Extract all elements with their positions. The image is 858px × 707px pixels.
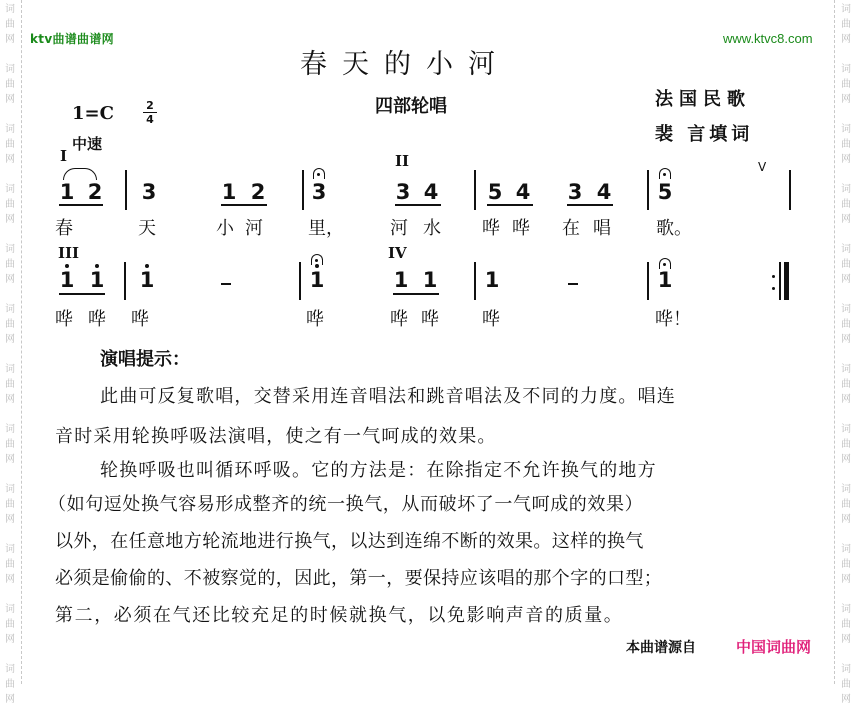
watermark-text: 词 曲 网	[5, 484, 15, 525]
watermark-text: 词 曲 网	[841, 184, 851, 225]
dash-extension	[221, 283, 231, 285]
fermata-icon	[309, 254, 325, 264]
note: 1	[59, 180, 75, 204]
watermark-text: 词 曲 网	[841, 124, 851, 165]
lyric: 哗！	[655, 309, 691, 330]
lyric: 哗	[421, 309, 439, 330]
final-barline-thick	[784, 262, 789, 300]
key-signature: 1=C	[72, 103, 114, 124]
breath-mark: V	[758, 160, 767, 174]
lyric: 哗	[482, 218, 500, 239]
lyric: 河	[390, 218, 408, 239]
barline	[474, 170, 476, 210]
note: 1	[393, 268, 409, 292]
lyric: 歌。	[656, 218, 692, 239]
tips-line: 必须是偷偷的、不被察觉的，因此，第一，要保持应该唱的那个字的口型；	[55, 568, 663, 589]
tips-line: 此曲可反复歌唱，交替采用连音唱法和跳音唱法及不同的力度。唱连	[100, 386, 676, 407]
note: 1	[657, 268, 673, 292]
note: 1	[422, 268, 438, 292]
beam	[59, 293, 105, 295]
note: 4	[596, 180, 612, 204]
watermark-text: 词 曲 网	[841, 4, 851, 45]
source-label: 本曲谱源自	[626, 640, 696, 656]
high-octave-dot	[315, 264, 319, 268]
left-watermark-strip	[2, 0, 18, 705]
lyric: 哗	[482, 309, 500, 330]
repeat-dot	[772, 275, 775, 278]
note: 1	[89, 268, 105, 292]
note: 5	[487, 180, 503, 204]
song-lyricist: 裴 言填词	[655, 124, 754, 145]
lyric: 春	[55, 218, 73, 239]
note: 3	[567, 180, 583, 204]
note: 1	[309, 268, 325, 292]
barline	[789, 170, 791, 210]
fermata-icon	[657, 258, 673, 268]
note: 1	[221, 180, 237, 204]
watermark-text: 词 曲 网	[5, 604, 15, 645]
tips-line: 以外，在任意地方轮流地进行换气，以达到连绵不断的效果。这样的换气	[55, 531, 644, 552]
barline	[125, 170, 127, 210]
watermark-text: 词 曲 网	[5, 544, 15, 585]
barline	[474, 262, 476, 300]
watermark-text: 词 曲 网	[5, 244, 15, 285]
tips-heading: 演唱提示：	[100, 349, 190, 370]
lyric: 哗	[512, 218, 530, 239]
meter-bottom: 4	[146, 113, 154, 126]
tips-line: 轮换呼吸也叫循环呼吸。它的方法是：在除指定不允许换气的地方	[100, 460, 657, 481]
lyric: 哗	[88, 309, 106, 330]
watermark-text: 词 曲 网	[841, 364, 851, 405]
song-origin: 法国民歌	[655, 89, 751, 110]
lyric: 河	[245, 218, 263, 239]
final-barline-thin	[779, 262, 781, 300]
barline	[647, 262, 649, 300]
lyric: 水	[423, 218, 441, 239]
song-title: 春天的小河	[300, 49, 510, 80]
note: 3	[395, 180, 411, 204]
meter-top: 2	[146, 99, 154, 112]
high-octave-dot	[95, 264, 99, 268]
lyric: 天	[138, 218, 156, 239]
right-watermark-strip	[838, 0, 854, 705]
lyric: 唱	[593, 218, 611, 239]
lyric: 哗	[390, 309, 408, 330]
tempo-marking: 中速	[72, 135, 103, 153]
beam	[393, 293, 439, 295]
beam	[395, 204, 441, 206]
watermark-text: 词 曲 网	[841, 64, 851, 105]
tips-line: （如句逗处换气容易形成整齐的统一换气，从而破坏了一气呵成的效果）	[48, 494, 644, 515]
fermata-icon	[311, 168, 327, 178]
watermark-text: 词 曲 网	[5, 184, 15, 225]
lyric: 在	[562, 218, 580, 239]
note: 1	[484, 268, 500, 292]
lyric: 哗	[131, 309, 149, 330]
watermark-text: 词 曲 网	[5, 4, 15, 45]
barline	[647, 170, 649, 210]
part-mark-1: I	[60, 147, 68, 165]
beam	[59, 204, 103, 206]
high-octave-dot	[145, 264, 149, 268]
right-dashed-border	[834, 0, 835, 684]
watermark-text: 词 曲 网	[5, 424, 15, 465]
watermark-text: 词 曲 网	[841, 604, 851, 645]
beam	[567, 204, 613, 206]
site-watermark-left: ktv曲谱曲谱网	[30, 32, 114, 46]
note: 4	[515, 180, 531, 204]
watermark-text: 词 曲 网	[841, 304, 851, 345]
note: 2	[250, 180, 266, 204]
source-site-link[interactable]: 中国词曲网	[736, 638, 812, 656]
fermata-icon	[657, 168, 673, 178]
site-watermark-right: www.ktvc8.com	[723, 31, 813, 46]
high-octave-dot	[65, 264, 69, 268]
note: 4	[423, 180, 439, 204]
slur-mark	[63, 168, 97, 180]
left-dashed-border	[21, 0, 22, 684]
watermark-text: 词 曲 网	[5, 664, 15, 705]
note: 1	[139, 268, 155, 292]
watermark-text: 词 曲 网	[5, 124, 15, 165]
note: 1	[59, 268, 75, 292]
note: 3	[311, 180, 327, 204]
watermark-text: 词 曲 网	[5, 364, 15, 405]
note: 2	[87, 180, 103, 204]
barline	[124, 262, 126, 300]
beam	[221, 204, 267, 206]
barline	[299, 262, 301, 300]
watermark-text: 词 曲 网	[841, 484, 851, 525]
tips-line: 第二，必须在气还比较充足的时候就换气，以免影响声音的质量。	[55, 605, 624, 626]
lyric: 哗	[306, 309, 324, 330]
note: 5	[657, 180, 673, 204]
note: 3	[141, 180, 157, 204]
part-mark-3: III	[58, 244, 80, 262]
repeat-dot	[772, 287, 775, 290]
part-mark-4: IV	[388, 244, 407, 262]
dash-extension	[568, 283, 578, 285]
tips-line: 音时采用轮换呼吸法演唱，使之有一气呵成的效果。	[55, 426, 497, 447]
beam	[487, 204, 533, 206]
lyric: 小	[216, 218, 234, 239]
lyric: 哗	[55, 309, 73, 330]
part-mark-2: II	[395, 152, 410, 170]
watermark-text: 词 曲 网	[841, 664, 851, 705]
song-subtitle: 四部轮唱	[375, 96, 447, 117]
watermark-text: 词 曲 网	[841, 424, 851, 465]
barline	[302, 170, 304, 210]
watermark-text: 词 曲 网	[5, 64, 15, 105]
watermark-text: 词 曲 网	[841, 244, 851, 285]
lyric: 里，	[308, 218, 344, 239]
watermark-text: 词 曲 网	[5, 304, 15, 345]
watermark-text: 词 曲 网	[841, 544, 851, 585]
time-signature	[143, 100, 157, 125]
